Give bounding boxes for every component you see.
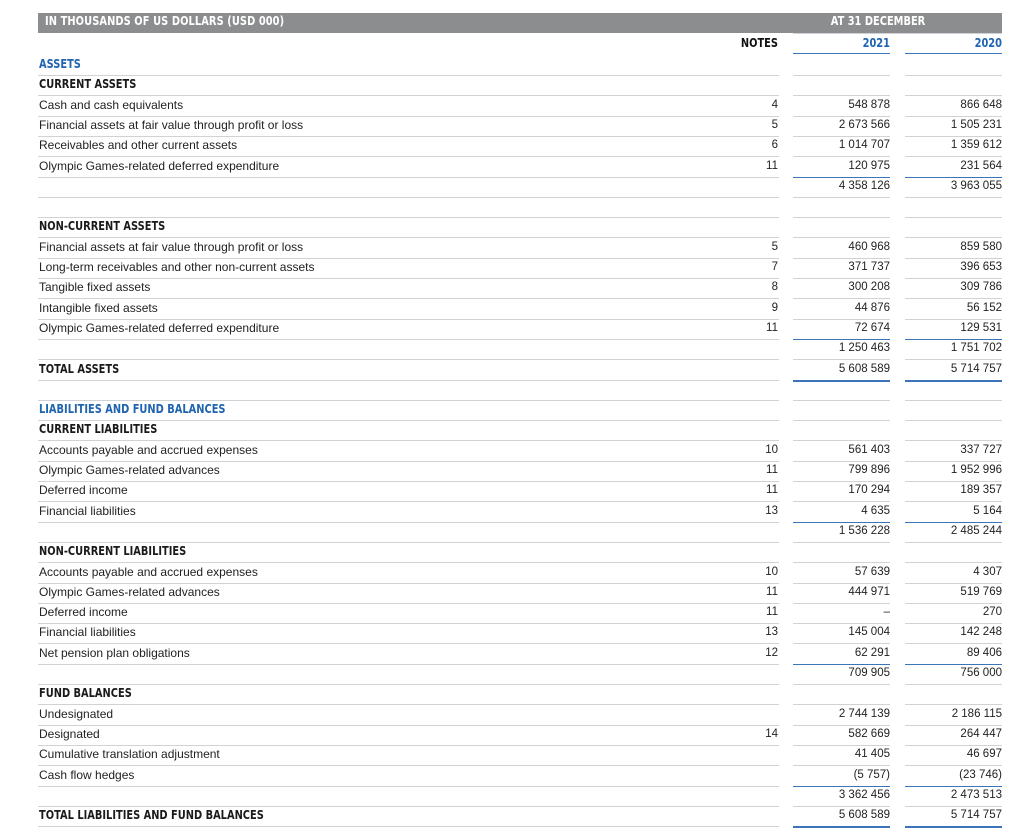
value-2020: 189 357 xyxy=(960,484,1002,496)
line-item-label: Long-term receivables and other non-current assets xyxy=(39,260,315,274)
value-2021: 4 635 xyxy=(861,505,890,517)
line-item-label: Financial liabilities xyxy=(39,504,136,518)
line-item-label: Financial assets at fair value through profit or loss xyxy=(39,118,304,132)
line-item-label: Deferred income xyxy=(39,605,128,619)
subtotal-2021: 709 905 xyxy=(848,667,890,679)
year-2021-header: 2021 xyxy=(862,36,890,50)
subtotal-2020: 2 473 513 xyxy=(950,789,1002,801)
line-item-row xyxy=(0,319,1024,339)
section-row xyxy=(0,55,1024,75)
value-2020: 270 xyxy=(982,606,1002,618)
value-2021: 170 294 xyxy=(848,484,890,496)
total-label: TOTAL ASSETS xyxy=(39,362,120,376)
value-2020: 89 406 xyxy=(966,647,1002,659)
value-2021: 460 968 xyxy=(848,241,890,253)
note-ref: 11 xyxy=(766,322,778,334)
section-heading: FUND BALANCES xyxy=(39,686,132,700)
spacer-row xyxy=(0,380,1024,400)
value-2021: 548 878 xyxy=(848,99,890,111)
line-item-row xyxy=(0,623,1024,643)
value-2020: 396 653 xyxy=(960,261,1002,273)
value-2021: 444 971 xyxy=(848,586,890,598)
note-ref: 5 xyxy=(771,119,778,131)
subtotal-2021: 1 536 228 xyxy=(838,525,890,537)
line-item-label: Designated xyxy=(39,727,100,741)
column-group-header: AT 31 DECEMBER xyxy=(830,14,926,28)
subtotal-row xyxy=(0,664,1024,684)
line-item-label: Accounts payable and accrued expenses xyxy=(39,565,258,579)
line-item-row xyxy=(0,278,1024,298)
value-2021: 57 639 xyxy=(854,566,890,578)
line-item-row xyxy=(0,766,1024,786)
note-ref: 12 xyxy=(765,647,778,659)
value-2021: (5 757) xyxy=(853,769,890,781)
line-item-row xyxy=(0,461,1024,481)
value-2020: 46 697 xyxy=(966,748,1002,760)
spacer-row xyxy=(0,197,1024,217)
line-item-row xyxy=(0,725,1024,745)
value-2020: 1 952 996 xyxy=(950,464,1002,476)
line-item-label: Receivables and other current assets xyxy=(39,138,238,152)
line-item-row xyxy=(0,705,1024,725)
line-item-row xyxy=(0,644,1024,664)
section-heading: CURRENT ASSETS xyxy=(39,77,137,91)
value-2021: 44 876 xyxy=(854,302,890,314)
subtotal-row xyxy=(0,339,1024,359)
line-item-label: Accounts payable and accrued expenses xyxy=(39,443,258,457)
line-item-row xyxy=(0,481,1024,501)
value-2021: 2 673 566 xyxy=(838,119,890,131)
line-item-row xyxy=(0,502,1024,522)
notes-column-header: NOTES xyxy=(740,36,778,50)
section-heading: NON-CURRENT ASSETS xyxy=(39,219,166,233)
subtotal-2021: 4 358 126 xyxy=(838,180,890,192)
line-item-row xyxy=(0,238,1024,258)
line-item-row xyxy=(0,136,1024,156)
line-item-label: Financial assets at fair value through profit or loss xyxy=(39,240,304,254)
note-ref: 11 xyxy=(766,586,778,598)
line-item-label: Olympic Games-related deferred expenditure xyxy=(39,159,280,173)
line-item-label: Cumulative translation adjustment xyxy=(39,747,220,761)
value-2020: 264 447 xyxy=(960,728,1002,740)
value-2021: 1 014 707 xyxy=(838,139,890,151)
note-ref: 4 xyxy=(771,99,778,111)
year-2021-underline xyxy=(793,53,890,54)
line-item-label: Deferred income xyxy=(39,483,128,497)
line-item-label: Undesignated xyxy=(39,707,114,721)
line-item-label: Financial liabilities xyxy=(39,625,136,639)
value-2021: – xyxy=(883,606,890,618)
value-2020: (23 746) xyxy=(959,769,1002,781)
line-item-label: Tangible fixed assets xyxy=(39,280,151,294)
value-2020: 1 359 612 xyxy=(950,139,1002,151)
note-ref: 10 xyxy=(765,566,778,578)
note-ref: 14 xyxy=(765,728,778,740)
total-2020: 5 714 757 xyxy=(950,363,1002,375)
value-2021: 62 291 xyxy=(854,647,890,659)
note-ref: 11 xyxy=(766,484,778,496)
value-2020: 866 648 xyxy=(960,99,1002,111)
value-2021: 120 975 xyxy=(848,160,890,172)
line-item-row xyxy=(0,603,1024,623)
section-row xyxy=(0,217,1024,237)
line-item-label: Cash flow hedges xyxy=(39,768,135,782)
line-item-label: Intangible fixed assets xyxy=(39,301,158,315)
subtotal-row xyxy=(0,522,1024,542)
value-2021: 72 674 xyxy=(854,322,890,334)
year-2020-header: 2020 xyxy=(974,36,1002,50)
subtotal-2021: 3 362 456 xyxy=(838,789,890,801)
note-ref: 13 xyxy=(765,505,778,517)
note-ref: 5 xyxy=(771,241,778,253)
note-ref: 13 xyxy=(765,626,778,638)
subtotal-row xyxy=(0,177,1024,197)
note-ref: 9 xyxy=(771,302,778,314)
line-item-label: Net pension plan obligations xyxy=(39,646,190,660)
line-item-label: Olympic Games-related advances xyxy=(39,463,220,477)
value-2020: 5 164 xyxy=(973,505,1002,517)
subtotal-row xyxy=(0,786,1024,806)
note-ref: 11 xyxy=(766,606,778,618)
total-2020: 5 714 757 xyxy=(950,809,1002,821)
value-2020: 309 786 xyxy=(960,281,1002,293)
table-unit-title: IN THOUSANDS OF US DOLLARS (USD 000) xyxy=(45,14,285,28)
line-item-row xyxy=(0,157,1024,177)
value-2020: 2 186 115 xyxy=(951,708,1002,720)
value-2020: 1 505 231 xyxy=(950,119,1002,131)
line-item-label: Cash and cash equivalents xyxy=(39,98,184,112)
section-row xyxy=(0,400,1024,420)
note-ref: 8 xyxy=(771,281,778,293)
subtotal-2020: 1 751 702 xyxy=(950,342,1002,354)
total-row xyxy=(0,806,1024,826)
section-heading: LIABILITIES AND FUND BALANCES xyxy=(39,402,226,416)
value-2021: 2 744 139 xyxy=(838,708,890,720)
subtotal-2020: 2 485 244 xyxy=(950,525,1002,537)
line-item-row xyxy=(0,96,1024,116)
section-row xyxy=(0,75,1024,95)
total-2021: 5 608 589 xyxy=(838,363,890,375)
line-item-row xyxy=(0,563,1024,583)
note-ref: 11 xyxy=(766,464,778,476)
value-2020: 129 531 xyxy=(960,322,1002,334)
line-item-row xyxy=(0,258,1024,278)
line-item-row xyxy=(0,583,1024,603)
value-2021: 582 669 xyxy=(848,728,890,740)
line-item-label: Olympic Games-related advances xyxy=(39,585,220,599)
value-2021: 145 004 xyxy=(848,626,890,638)
subtotal-2020: 3 963 055 xyxy=(950,180,1002,192)
value-2021: 799 896 xyxy=(848,464,890,476)
value-2021: 41 405 xyxy=(854,748,890,760)
total-label: TOTAL LIABILITIES AND FUND BALANCES xyxy=(39,808,264,822)
total-2021: 5 608 589 xyxy=(838,809,890,821)
value-2020: 142 248 xyxy=(960,626,1002,638)
header-underline xyxy=(793,33,1002,34)
subtotal-2021: 1 250 463 xyxy=(838,342,890,354)
line-item-row xyxy=(0,299,1024,319)
total-row xyxy=(0,360,1024,380)
line-item-row xyxy=(0,745,1024,765)
value-2020: 519 769 xyxy=(960,586,1002,598)
section-heading: NON-CURRENT LIABILITIES xyxy=(39,544,187,558)
note-ref: 11 xyxy=(766,160,778,172)
section-heading: CURRENT LIABILITIES xyxy=(39,422,158,436)
value-2020: 4 307 xyxy=(973,566,1002,578)
value-2020: 231 564 xyxy=(960,160,1002,172)
note-ref: 6 xyxy=(771,139,778,151)
section-heading: ASSETS xyxy=(39,57,81,71)
value-2021: 300 208 xyxy=(848,281,890,293)
value-2020: 859 580 xyxy=(960,241,1002,253)
year-2020-underline xyxy=(905,53,1002,54)
line-item-row xyxy=(0,116,1024,136)
value-2020: 56 152 xyxy=(966,302,1002,314)
note-ref: 7 xyxy=(771,261,778,273)
subtotal-2020: 756 000 xyxy=(960,667,1002,679)
value-2021: 371 737 xyxy=(848,261,890,273)
section-row xyxy=(0,542,1024,562)
line-item-row xyxy=(0,441,1024,461)
value-2020: 337 727 xyxy=(960,444,1002,456)
section-row xyxy=(0,420,1024,440)
note-ref: 10 xyxy=(765,444,778,456)
value-2021: 561 403 xyxy=(848,444,890,456)
line-item-label: Olympic Games-related deferred expenditure xyxy=(39,321,280,335)
section-row xyxy=(0,684,1024,704)
